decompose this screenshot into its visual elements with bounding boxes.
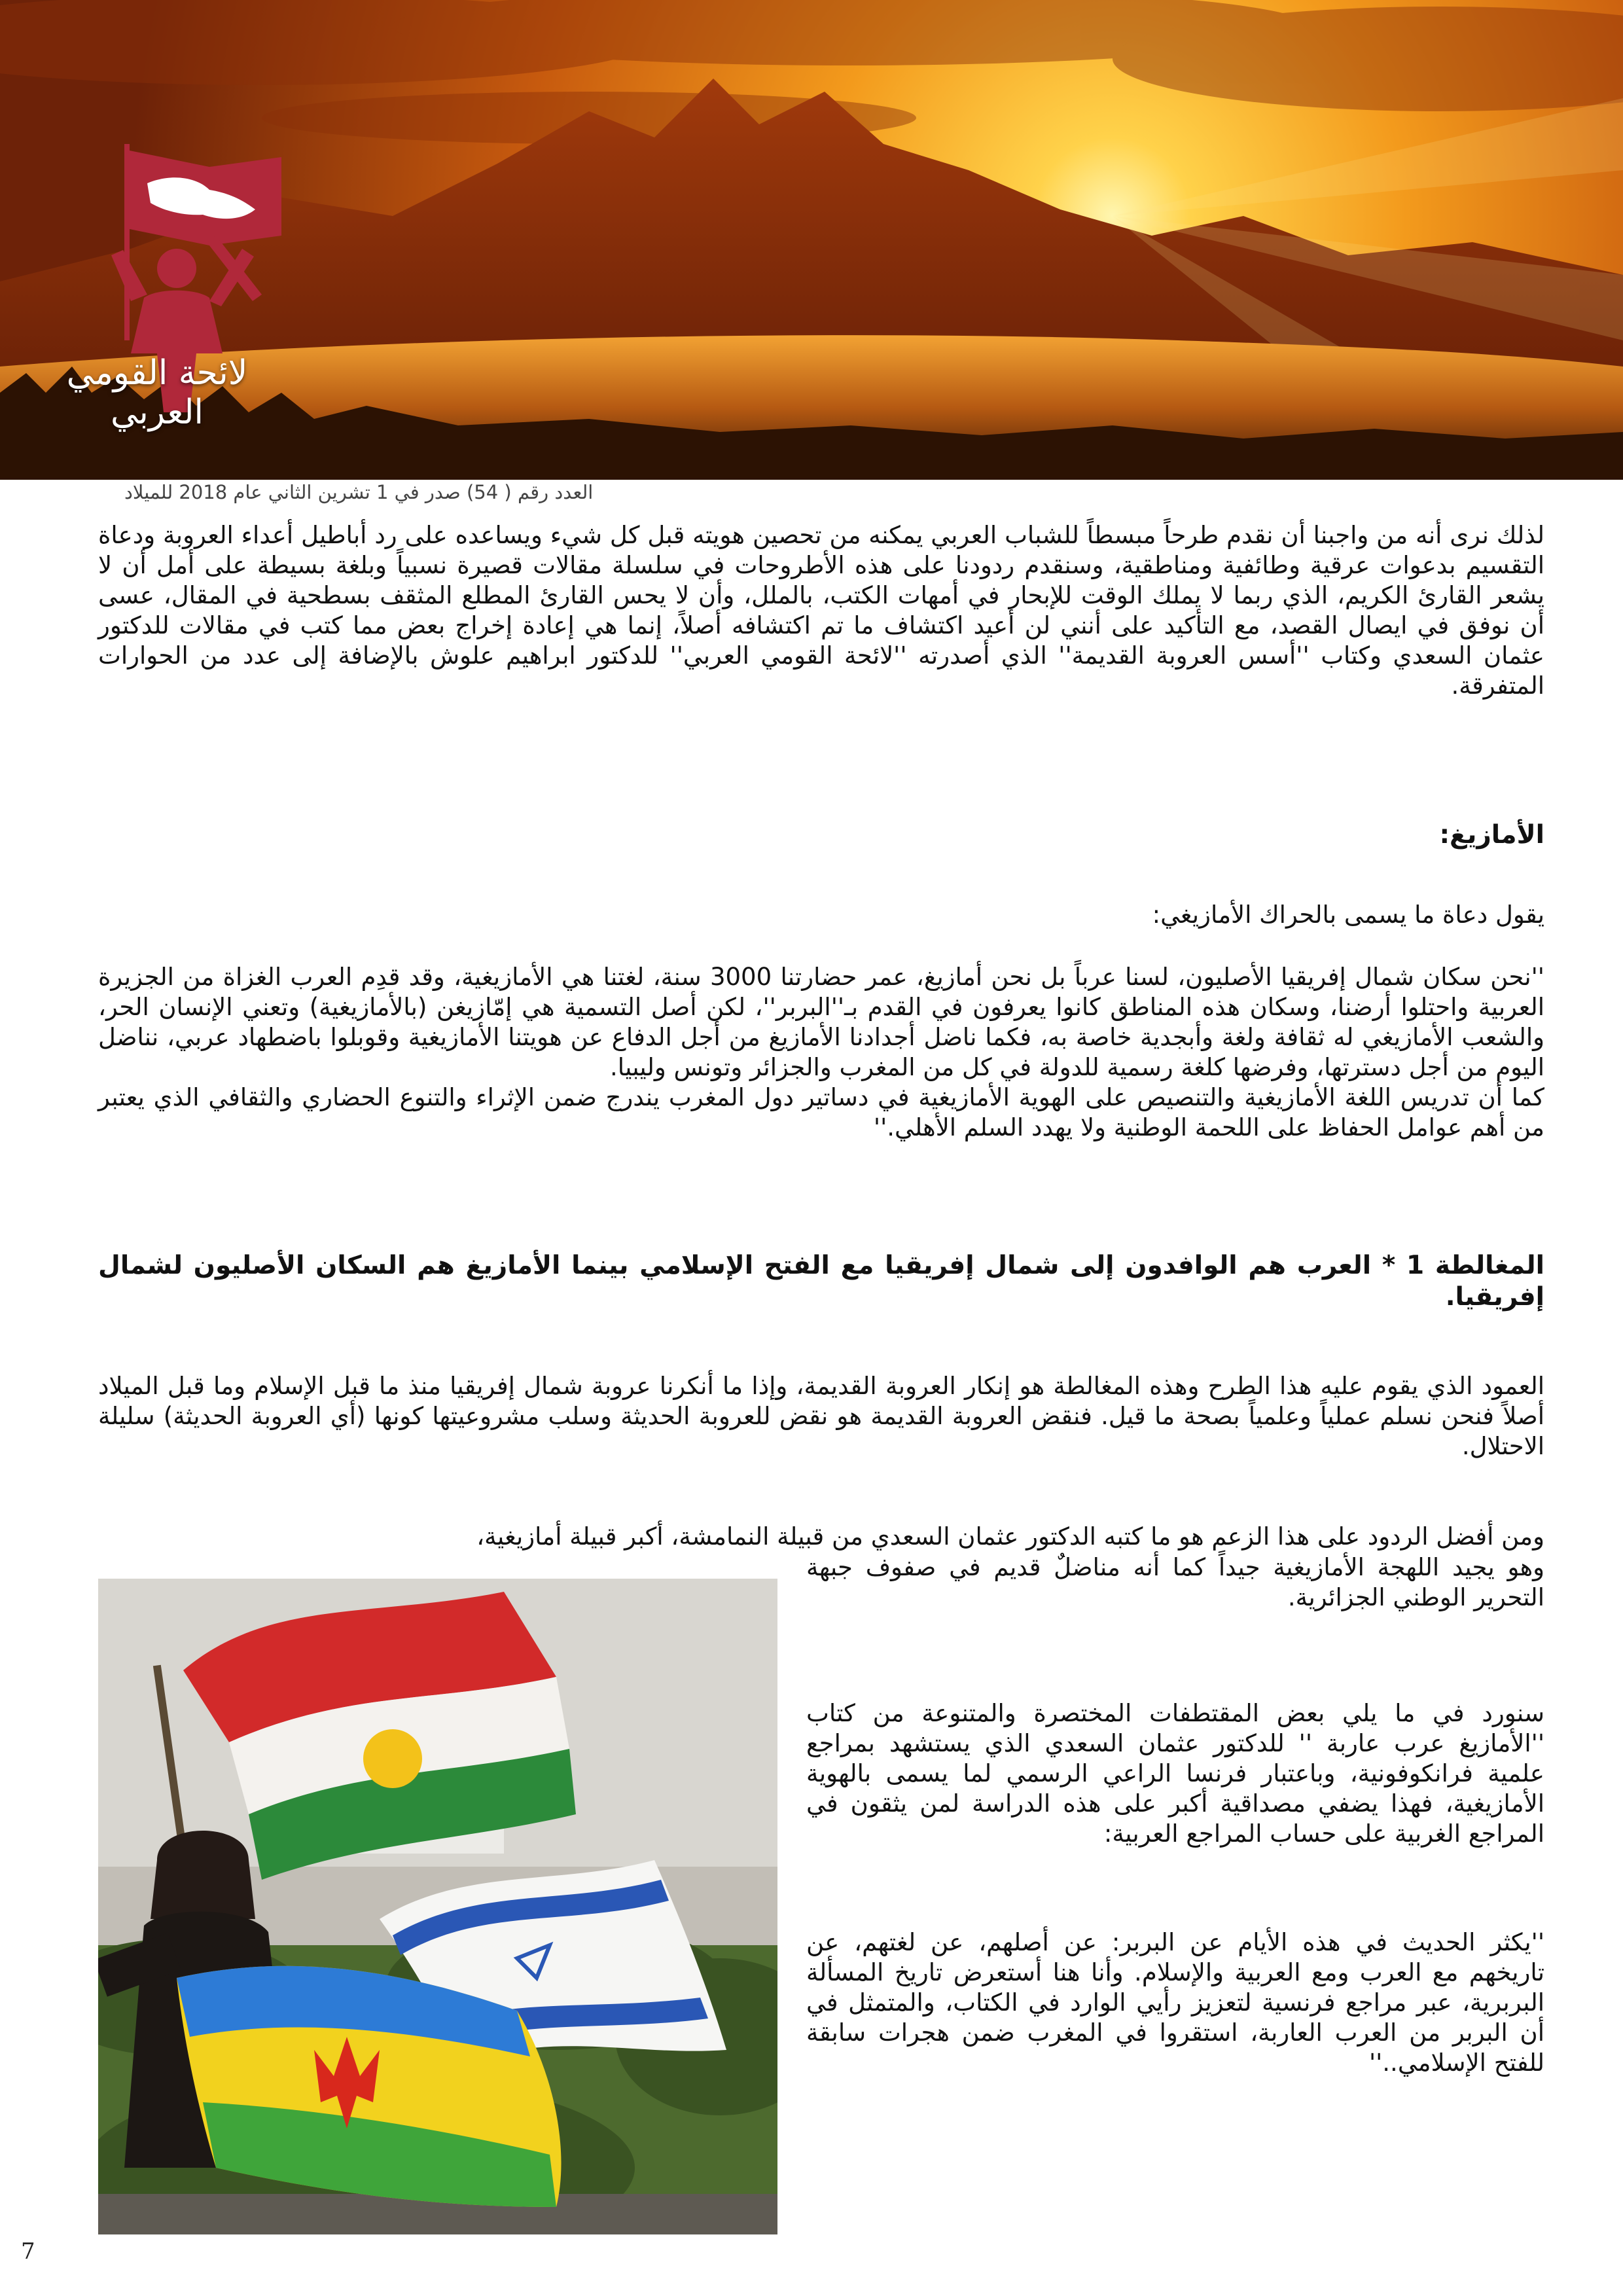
quote-block: [98, 962, 1544, 1143]
photo-illustration: [98, 1579, 777, 2234]
quote-paragraph-2: كما أن تدريس اللغة الأمازيغية والتنصيص على الهوية الأمازيغية في دساتير دول المغرب يندرج ضمن الإثراء والتنوع الحضاري والثقافي الذي يعتبر من أهم عوامل الحفاظ على اللحمة الوطنية ولا يهدد السلم الأهلي.'': [98, 1083, 1544, 1141]
fallacy-paragraph: [98, 1371, 1544, 1462]
quote-paragraph-1: ''نحن سكان شمال إفريقيا الأصليون، لسنا عرباً بل نحن أمازيغ، عمر حضارتنا 3000 سنة، لغتنا هي الأمازيغية، وقد قدِم العرب الغزاة من الجزيرة العربية واحتلوا أرضنا، وسكان هذه المناطق كانوا يعرفون في القدم بـ''البربر''، لكن أصل التسمية هي إمّازيغن (بالأمازيغية) وتعني الإنسان الحر، والشعب الأمازيغي له ثقافة ولغة وأبجدية خاصة به، فكما ناضل أجدادنا الأمازيغ من أجل الدفاع عن هويتنا الأمازيغية وقوبلوا باضطهاد عربي، نناضل اليوم من أجل دسترتها، وفرضها كلغة رسمية للدولة في كل من المغرب والجزائر وتونس وليبيا.: [98, 963, 1544, 1081]
response-paragraph: [98, 1522, 1544, 1552]
book-excerpt-intro: [806, 1698, 1544, 1849]
woman-holding-flags-photo: [98, 1579, 777, 2234]
book-excerpt-quote: [806, 1928, 1544, 2078]
book-excerpt-intro-text: سنورد في ما يلي بعض المقتطفات المختصرة والمتنوعة من كتاب ''الأمازيغ عرب عاربة '' للدكتور عثمان السعدي الذي يستشهد بمراجع علمية فرانكوفونية، وباعتبار فرنسا الراعي الرسمي لما يسمى بالهوية الأمازيغية، فهذا يضفي مصداقية أكبر على هذه الدراسة لمن يثقون في المراجع الغربية على حساب المراجع العربية:: [806, 1699, 1544, 1848]
logo-text: لائحة القومي العربي: [66, 353, 248, 432]
issue-line: العدد رقم ( 54) صدر في 1 تشرين الثاني عام 2018 للميلاد: [124, 481, 594, 503]
header-banner: [0, 0, 1623, 480]
quote-intro: [98, 900, 1544, 930]
intro-paragraph: [98, 520, 1544, 701]
fallacy-heading: المغالطة 1 * العرب هم الوافدون إلى شمال إفريقيا مع الفتح الإسلامي بينما الأمازيغ هم السكان الأصليون لشمال إفريقيا.: [98, 1251, 1544, 1312]
response-continuation: [806, 1552, 1544, 1613]
book-excerpt-quote-text: ''يكثر الحديث في هذه الأيام عن البربر: عن أصلهم، عن لغتهم، عن تاريخهم مع العرب ومع العربية والإسلام. وأنا هنا أستعرض تاريخ المسألة البربرية، عبر مراجع فرنسية لتعزيز رأيي الوارد في الكتاب، والمتمثل في أن البربر من العرب العاربة، استقروا في المغرب ضمن هجرات سابقة للفتح الإسلامي..'': [806, 1928, 1544, 2077]
response-text: ومن أفضل الردود على هذا الزعم هو ما كتبه الدكتور عثمان السعدي من قبيلة النمامشة، أكبر قبيلة أمازيغية،: [476, 1522, 1544, 1551]
page-number: 7: [21, 2238, 35, 2265]
quote-intro-text: يقول دعاة ما يسمى بالحراك الأمازيغي:: [1152, 901, 1544, 929]
fallacy-text: العمود الذي يقوم عليه هذا الطرح وهذه المغالطة هو إنكار العروبة القديمة، وإذا ما أنكرنا عروبة شمال إفريقيا منذ ما قبل الإسلام وما قبل الميلاد أصلاً فنحن نسلم عملياً وعلمياً بصحة ما قيل. فنقض العروبة القديمة هو نقض للعروبة الحديثة وسلب مشروعيتها كونها (أي العروبة الحديثة) سليلة الاحتلال.: [98, 1372, 1544, 1460]
response-continuation-text: وهو يجيد اللهجة الأمازيغية جيداً كما أنه مناضلٌ قديم في صفوف جبهة التحرير الوطني الجزائرية.: [806, 1553, 1544, 1611]
section-heading: الأمازيغ:: [1439, 820, 1544, 850]
intro-text: لذلك نرى أنه من واجبنا أن نقدم طرحاً مبسطاً للشباب العربي يمكنه من تحصين هويته قبل كل شيء ويساعده على رد أباطيل أعداء العروبة ودعاة التقسيم بدعوات عرقية وطائفية ومناطقية، وسنقدم ردودنا على هذه الأطروحات في سلسلة مقالات قصيرة نسبياً وبلغة بسيطة على أمل أن لا يشعر القارئ الكريم، الذي ربما لا يملك الوقت للإبحار في أمهات الكتب، بالملل، وأن لا يحس القارئ المطلع المثقف بسطحية في المقال، عسى أن نوفق في ايصال القصد، مع التأكيد على أنني لن أعيد اكتشاف ما تم اكتشافه أصلاً، إنما هي إعادة إخراج بعض مما كتب في مقالات للدكتور عثمان السعدي وكتاب ''أسس العروبة القديمة'' الذي أصدرته ''لائحة القومي العربي'' للدكتور ابراهيم علوش بالإضافة إلى عدد من الحوارات المتفرقة.: [98, 521, 1544, 700]
